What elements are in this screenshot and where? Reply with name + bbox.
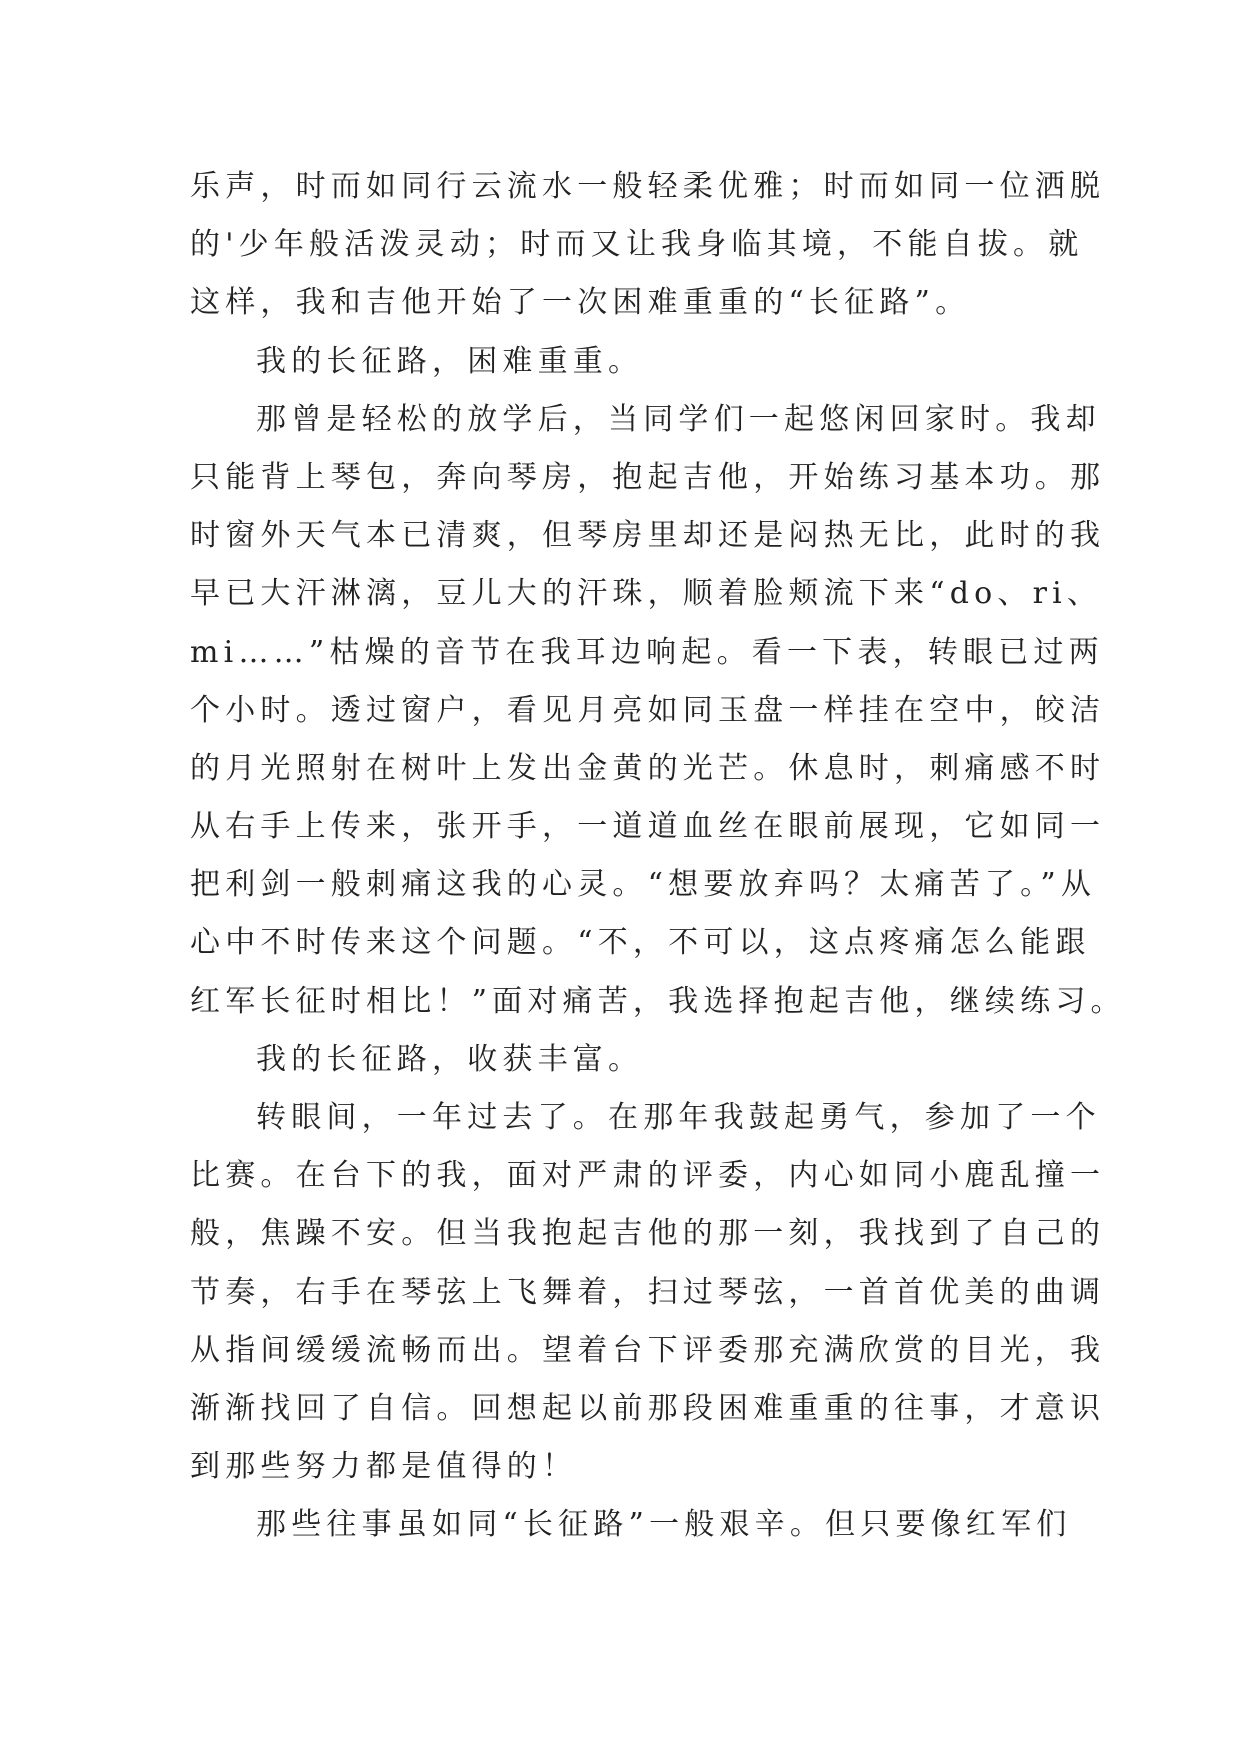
text-line: 从指间缓缓流畅而出。望着台下评委那充满欣赏的目光，我 [190, 1332, 1106, 1368]
text-line: 个小时。透过窗户，看见月亮如同玉盘一样挂在空中，皎洁 [190, 692, 1106, 728]
text-line: 时窗外天气本已清爽，但琴房里却还是闷热无比，此时的我 [190, 518, 1106, 554]
text-line: mi……”枯燥的音节在我耳边响起。看一下表，转眼已过两 [190, 634, 1104, 670]
body-text [190, 158, 1126, 1555]
text-line: 红军长征时相比！”面对痛苦，我选择抱起吉他，继续练习。 [190, 983, 1126, 1019]
text-line: 到那些努力都是值得的！ [190, 1449, 578, 1485]
text-line: 节奏，右手在琴弦上飞舞着，扫过琴弦，一首首优美的曲调 [190, 1274, 1106, 1310]
text-line: 心中不时传来这个问题。“不，不可以，这点疼痛怎么能跟 [190, 925, 1091, 961]
text-line: 这样，我和吉他开始了一次困难重重的“长征路”。 [190, 285, 971, 321]
section-heading-line: 我的长征路，收获丰富。 [256, 1041, 644, 1077]
text-line: 的'少年般活泼灵动；时而又让我身临其境，不能自拔。就 [190, 227, 1084, 263]
text-line: 的月光照射在树叶上发出金黄的光芒。休息时，刺痛感不时 [190, 750, 1106, 786]
text-line: 渐渐找回了自信。回想起以前那段困难重重的往事，才意识 [190, 1390, 1106, 1426]
paragraph-first-line: 转眼间，一年过去了。在那年我鼓起勇气，参加了一个 [256, 1100, 1101, 1135]
text-line: 般，焦躁不安。但当我抱起吉他的那一刻，我找到了自己的 [190, 1216, 1106, 1252]
text-line: 早已大汗淋漓，豆儿大的汗珠，顺着脸颊流下来“do、ri、 [190, 576, 1103, 612]
text-line: 只能背上琴包，奔向琴房，抱起吉他，开始练习基本功。那 [190, 459, 1106, 495]
text-line: 从右手上传来，张开手，一道道血丝在眼前展现，它如同一 [190, 809, 1106, 845]
text-line: 乐声，时而如同行云流水一般轻柔优雅；时而如同一位洒脱 [190, 169, 1106, 204]
text-line: 把利剑一般刺痛这我的心灵。“想要放弃吗？太痛苦了。”从 [190, 867, 1097, 903]
section-heading-line: 我的长征路，困难重重。 [256, 343, 644, 379]
text-line: 比赛。在台下的我，面对严肃的评委，内心如同小鹿乱撞一 [190, 1158, 1106, 1194]
paragraph-first-line: 那曾是轻松的放学后，当同学们一起悠闲回家时。我却 [256, 401, 1101, 437]
paragraph-first-line: 那些往事虽如同“长征路”一般艰辛。但只要像红军们 [256, 1507, 1072, 1543]
